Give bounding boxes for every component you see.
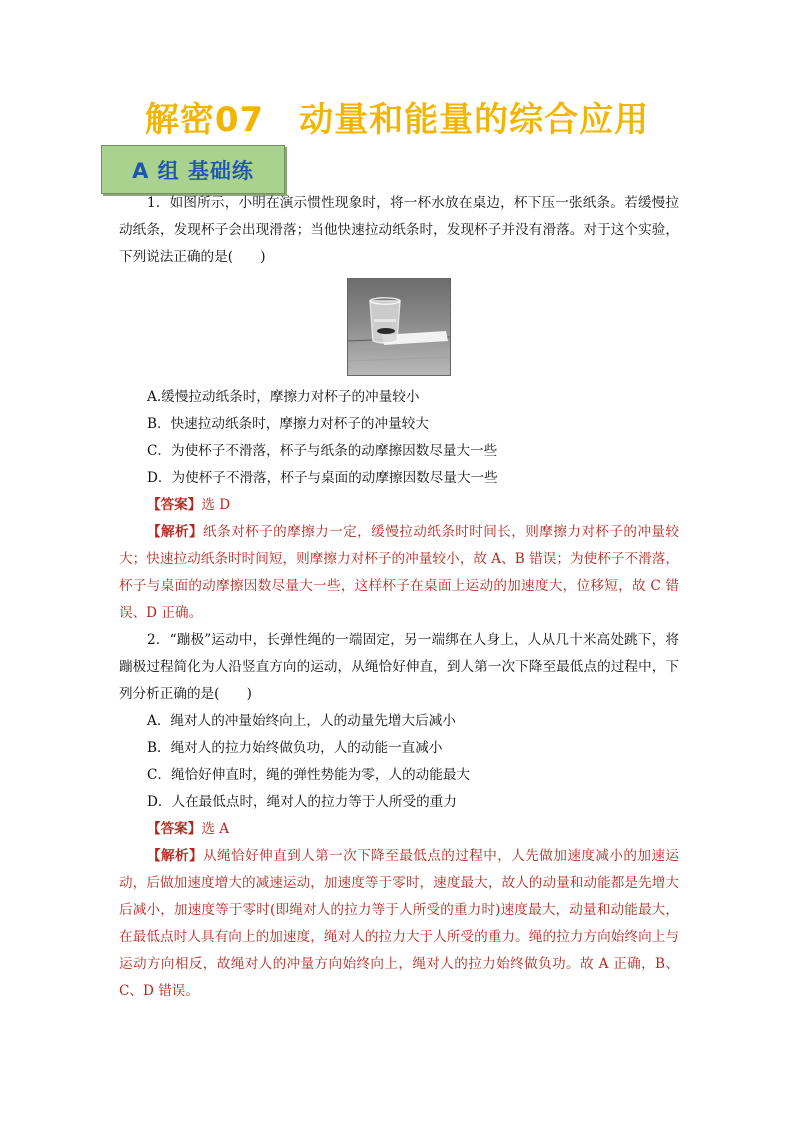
answer-text: 选 A: [201, 821, 230, 837]
question-1-option-c: C．为使杯子不滑落，杯子与纸条的动摩擦因数尽量大一些: [147, 443, 498, 459]
analysis-tag: 【解析】: [147, 524, 204, 540]
page-title: 解密07 动量和能量的综合应用: [144, 100, 650, 140]
question-2-option-b: B．绳对人的拉力始终做负功，人的动能一直减小: [147, 740, 443, 756]
cup-on-paper-photo: [347, 278, 451, 376]
question-1-stem: 1．如图所示，小明在演示惯性现象时，将一杯水放在桌边，杯下压一张纸条。若缓慢拉动纸条，发现杯子会出现滑落；当他快速拉动纸条时，发现杯子并没有滑落。对于这个实验，下列说法正确的是( ): [119, 195, 679, 265]
document-body: [119, 190, 679, 1005]
question-2-option-d: D．人在最低点时，绳对人的拉力等于人所受的重力: [147, 794, 457, 810]
answer-tag: 【答案】: [147, 821, 202, 837]
question-2-option-a: A．绳对人的冲量始终向上，人的动量先增大后减小: [147, 713, 456, 729]
analysis-tag: 【解析】: [147, 848, 204, 864]
analysis-text: 从绳恰好伸直到人第一次下降至最低点的过程中，人先做加速度减小的加速运动，后做加速度增大的减速运动，加速度等于零时，速度最大，故人的动量和动能都是先增大后减小，加速度等于零时(即绳对人的拉力等于人所受的重力时)速度最大，动量和动能最大，在最低点时人具有向上的加速度，绳对人的拉力大于人所受的重力。绳的拉力方向始终向上与运动方向相反，故绳对人的冲量方向始终向上，绳对人的拉力始终做负功。故 A 正确，B、C、D 错误。: [119, 848, 680, 999]
question-1-analysis: [119, 519, 679, 627]
answer-tag: 【答案】: [147, 497, 202, 513]
question-1-option-a: A.缓慢拉动纸条时，摩擦力对杯子的冲量较小: [147, 389, 420, 405]
section-group-label: A 组 基础练: [132, 158, 254, 183]
question-1-option-d: D．为使杯子不滑落，杯子与桌面的动摩擦因数尽量大一些: [147, 470, 498, 486]
question-1-option-b: B．快速拉动纸条时，摩擦力对杯子的冲量较大: [147, 416, 429, 432]
question-1-answer: [119, 492, 679, 519]
analysis-text: 纸条对杯子的摩擦力一定，缓慢拉动纸条时时间长，则摩擦力对杯子的冲量较大；快速拉动纸条时时间短，则摩擦力对杯子的冲量较小，故 A、B 错误；为使杯子不滑落，杯子与桌面的动摩擦因数尽量大一些，这样杯子在桌面上运动的加速度大，位移短，故 C 错误、D 正确。: [119, 524, 680, 621]
question-2-answer: [119, 816, 679, 843]
question-2-analysis: [119, 843, 679, 1005]
section-group-box: [101, 145, 285, 194]
question-2-option-c: C．绳恰好伸直时，绳的弹性势能为零，人的动能最大: [147, 767, 471, 783]
question-2-stem: 2．“蹦极”运动中，长弹性绳的一端固定，另一端绑在人身上，人从几十米高处跳下，将蹦极过程简化为人沿竖直方向的运动，从绳恰好伸直，到人第一次下降至最低点的过程中，下列分析正确的是( ): [119, 632, 679, 702]
answer-text: 选 D: [201, 497, 231, 513]
